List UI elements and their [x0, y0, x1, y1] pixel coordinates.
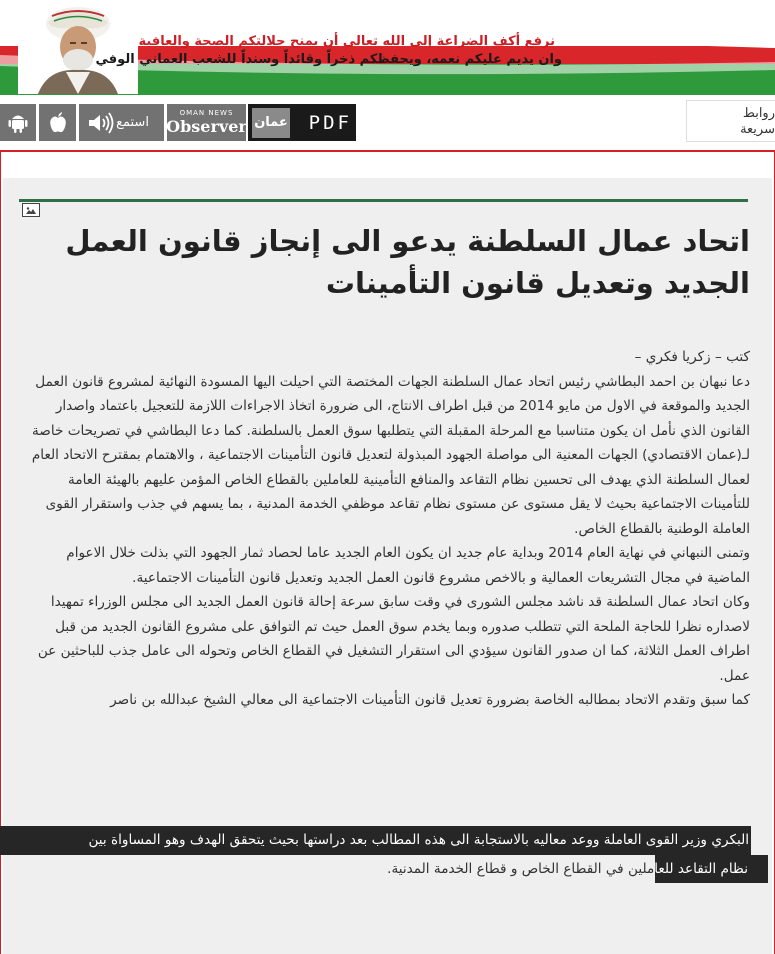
article-byline: كتب – زكريا فكري –: [634, 349, 750, 365]
article-body: [20, 345, 750, 713]
highlight-line-2-rest: ملين في القطاع الخاص و قطاع الخدمة المدنية.: [387, 861, 655, 877]
article-paragraph: وتمنى النبهاني في نهاية العام 2014 وبداية عام جديد ان يكون العام الجديد عاما لحصاد ثمار الجهود التي بذلت خلال الاعوام الماضية في مجال التشريعات العمالية و بالاخص مشروع قانون العمل الجديد وتعديل قانون التأمينات الاجتماعية.: [66, 545, 750, 586]
title-rule: [19, 199, 748, 202]
apple-app-button[interactable]: [39, 104, 76, 141]
listen-label: استمع: [116, 115, 149, 130]
speaker-icon: [86, 111, 116, 135]
pdf-button[interactable]: [248, 104, 356, 141]
banner-greeting-line2: وان يديم عليكم نعمه، ويحفظكم ذخراً وقائداً وسنداً للشعب العماني الوفي: [95, 52, 562, 67]
banner-greeting-line1: نرفع أكف الضراعة إلى الله تعالى أن يمنح جلالتكم الصحة والعافية: [138, 34, 555, 49]
article-paragraph: دعا نبهان بن احمد البطاشي رئيس اتحاد عمال السلطنة الجهات المختصة التي احيلت اليها المسودة النهائية لمشروع قانون العمل الجديد والموقعة في الاول من مايو 2014 من قبل اطراف الانتاج، الى ضرورة اتخاذ الاجراءات اللازمة للتعجيل باعتماد واصدار القانون الذي نأمل ان يكون متناسبا مع المرحلة المقبلة التي يتطلبها سوق العمل بالسلطنة. كما دعا البطاشي في تصريحات خاصة لـ(عمان الاقتصادي) الجهات المعنية الى مواصلة الجهود المبذولة لتعديل قانون التأمينات الاجتماعية ، والاهتمام بمقترح الاتحاد العام لعمال السلطنة الذي يهدف الى تحسين نظام التقاعد والمنافع التأمينية للعاملين بالقطاع الخاص المؤمن عليهم بالهيئة العامة للتأمينات الاجتماعية بحيث لا يقل مستوى عن مستوى نظام تقاعد موظفي الخدمة المدنية ، بما يسهم في جذب واستقرار القوى العاملة الوطنية بالقطاع الخاص.: [31, 373, 750, 537]
listen-button[interactable]: [79, 104, 164, 141]
portrait-image: [18, 2, 138, 94]
quick-links-label: روابط سريعة: [740, 105, 775, 136]
observer-label: Observer: [166, 116, 247, 136]
quick-links-menu[interactable]: [686, 100, 775, 142]
article-paragraph: كما سبق وتقدم الاتحاد بمطالبه الخاصة بضرورة تعديل قانون التأمينات الاجتماعية الى معالي الشيخ عبدالله بن ناصر: [110, 692, 750, 708]
article-title: اتحاد عمال السلطنة يدعو الى إنجاز قانون العمل الجديد وتعديل قانون التأمينات: [65, 224, 750, 300]
highlight-line-1: البكري وزير القوى العاملة ووعد معاليه بالاستجابة الى هذه المطالب بعد دراستها بحيث يتحقق الهدف وهو المساواة بين: [88, 832, 749, 848]
apple-icon: [47, 111, 69, 135]
observer-link[interactable]: [167, 104, 246, 141]
header-banner: [0, 0, 775, 95]
android-app-button[interactable]: [0, 104, 36, 141]
image-icon[interactable]: [22, 203, 40, 217]
highlight-line-2-dark: نظام التقاعد للعا: [654, 861, 748, 877]
oman-logo-icon: عمان: [252, 108, 290, 138]
android-icon: [7, 111, 29, 135]
pdf-label: PDF: [308, 111, 352, 134]
observer-small-label: OMAN NEWS: [179, 108, 234, 117]
article-paragraph: وكان اتحاد عمال السلطنة قد ناشد مجلس الشورى في وقت سابق سرعة إحالة قانون العمل الجديد الى مجلس الوزراء تمهيدا لاصداره نظرا للحاجة الملحة التي تتطلب صدوره وبما يخدم سوق العمل حيث تم التوافق على مشروع القانون الجديد من قبل اطراف العمل الثلاثة، كما ان صدور القانون سيؤدي الى استقرار التشغيل في القطاع الخاص وتحوله الى عامل جذب للباحثين عن عمل.: [37, 594, 750, 684]
highlight-line-2: [20, 856, 748, 883]
